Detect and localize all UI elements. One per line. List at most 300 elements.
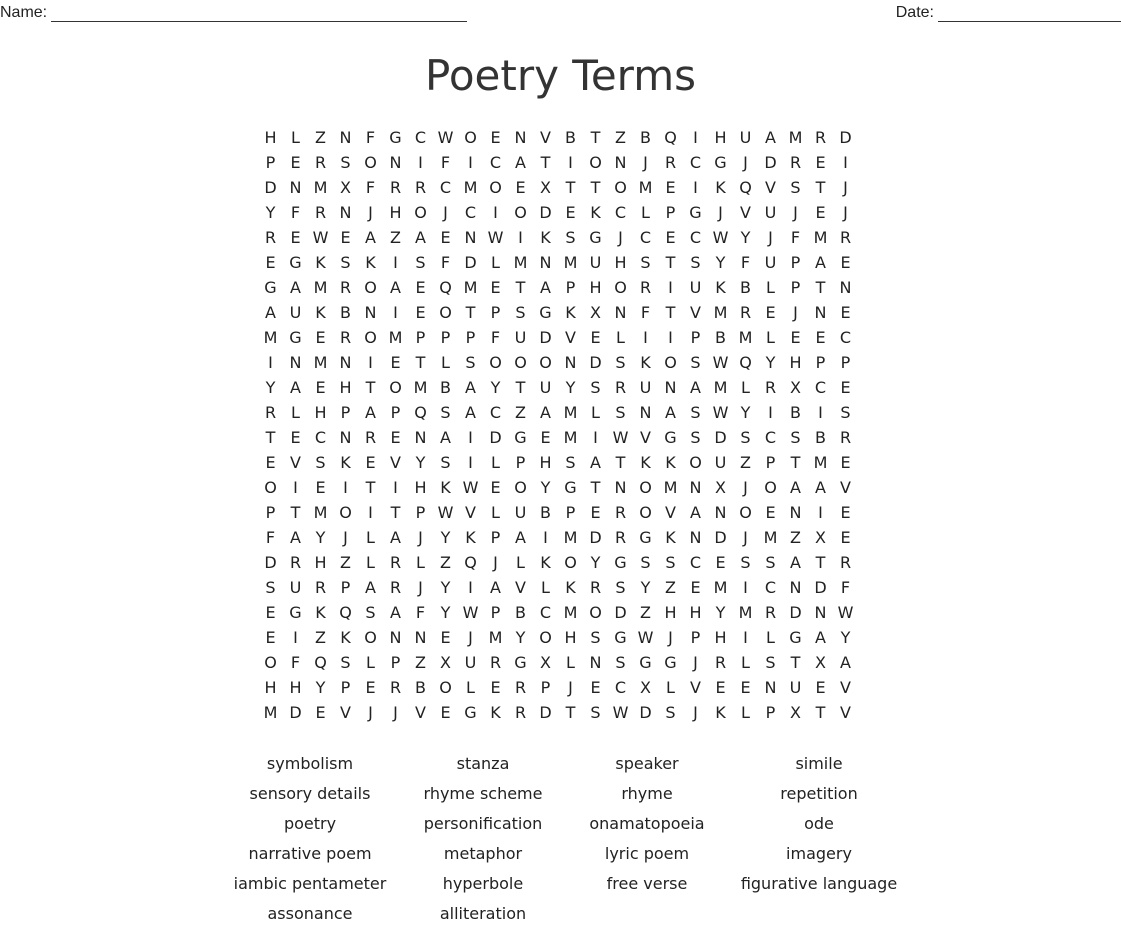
grid-letter[interactable]: D [589,528,602,547]
grid-letter[interactable]: R [514,678,527,697]
grid-letter[interactable]: Y [740,403,751,422]
grid-letter[interactable]: H [614,253,627,272]
grid-letter[interactable]: O [614,278,627,297]
grid-letter[interactable]: M [788,128,803,147]
grid-letter[interactable]: M [313,178,328,197]
grid-letter[interactable]: E [440,228,451,247]
grid-letter[interactable]: K [565,303,576,322]
grid-letter[interactable]: H [289,678,302,697]
grid-letter[interactable]: F [740,253,751,272]
grid-letter[interactable]: G [514,428,527,447]
grid-letter[interactable]: T [365,478,376,497]
grid-letter[interactable]: V [665,503,676,522]
grid-letter[interactable]: E [265,453,276,472]
grid-letter[interactable]: C [614,678,627,697]
grid-letter[interactable]: R [264,403,277,422]
grid-letter[interactable]: J [793,203,798,222]
grid-letter[interactable]: Z [315,628,326,647]
grid-letter[interactable]: N [289,178,302,197]
grid-letter[interactable]: Z [515,403,526,422]
grid-letter[interactable]: R [514,703,527,722]
grid-letter[interactable]: T [590,178,601,197]
grid-letter[interactable]: R [389,678,402,697]
grid-letter[interactable]: L [491,253,500,272]
grid-letter[interactable]: U [514,328,527,347]
grid-letter[interactable]: W [462,478,479,497]
grid-letter[interactable]: C [689,153,702,172]
grid-letter[interactable]: L [366,528,375,547]
grid-letter[interactable]: Z [415,653,426,672]
grid-letter[interactable]: G [514,653,527,672]
grid-letter[interactable]: S [665,553,676,572]
grid-letter[interactable]: C [314,428,327,447]
grid-letter[interactable]: K [540,553,551,572]
grid-letter[interactable]: I [468,578,473,597]
grid-letter[interactable]: A [815,478,826,497]
grid-letter[interactable]: J [743,478,748,497]
date-field[interactable] [896,4,1121,22]
grid-letter[interactable]: L [291,403,300,422]
grid-letter[interactable]: R [614,528,627,547]
grid-letter[interactable]: L [366,553,375,572]
grid-letter[interactable]: R [289,553,302,572]
grid-letter[interactable]: K [340,453,351,472]
grid-letter[interactable]: A [440,428,451,447]
grid-letter[interactable]: R [389,553,402,572]
grid-letter[interactable]: A [290,378,301,397]
grid-letter[interactable]: D [539,703,552,722]
grid-letter[interactable]: Z [440,553,451,572]
grid-letter[interactable]: E [415,278,426,297]
grid-letter[interactable]: E [840,453,851,472]
grid-letter[interactable]: N [364,303,377,322]
grid-letter[interactable]: V [415,703,426,722]
grid-letter[interactable]: I [593,428,598,447]
grid-letter[interactable]: O [339,503,352,522]
grid-letter[interactable]: A [390,278,401,297]
grid-letter[interactable]: L [741,703,750,722]
grid-letter[interactable]: G [614,628,627,647]
grid-letter[interactable]: O [639,478,652,497]
grid-letter[interactable]: H [714,128,727,147]
grid-letter[interactable]: P [490,528,501,547]
grid-letter[interactable]: L [291,128,300,147]
grid-letter[interactable]: H [589,278,602,297]
grid-letter[interactable]: T [815,178,826,197]
grid-letter[interactable]: M [313,278,328,297]
grid-letter[interactable]: W [312,228,329,247]
grid-letter[interactable]: U [789,678,802,697]
grid-letter[interactable]: U [639,378,652,397]
grid-letter[interactable]: E [740,678,751,697]
grid-letter[interactable]: V [690,303,701,322]
grid-letter[interactable]: K [315,253,326,272]
grid-letter[interactable]: S [740,553,751,572]
grid-letter[interactable]: N [814,303,827,322]
grid-letter[interactable]: L [641,203,650,222]
grid-letter[interactable]: M [488,628,503,647]
grid-letter[interactable]: H [389,203,402,222]
grid-letter[interactable]: S [590,378,601,397]
grid-letter[interactable]: G [464,703,477,722]
grid-letter[interactable]: X [715,478,726,497]
grid-letter[interactable]: T [790,653,801,672]
name-field[interactable] [0,4,467,22]
grid-letter[interactable]: K [315,303,326,322]
grid-letter[interactable]: P [515,453,526,472]
grid-letter[interactable]: E [490,128,501,147]
grid-letter[interactable]: T [565,178,576,197]
grid-letter[interactable]: E [340,228,351,247]
grid-letter[interactable]: A [765,128,776,147]
grid-letter[interactable]: R [489,653,502,672]
grid-letter[interactable]: Y [265,203,276,222]
grid-letter[interactable]: T [615,453,626,472]
grid-letter[interactable]: A [290,528,301,547]
grid-letter[interactable]: C [839,328,852,347]
grid-letter[interactable]: N [514,128,527,147]
grid-letter[interactable]: T [665,303,676,322]
grid-letter[interactable]: T [590,128,601,147]
grid-letter[interactable]: K [565,578,576,597]
grid-letter[interactable]: Y [590,553,601,572]
grid-letter[interactable]: Z [390,228,401,247]
grid-letter[interactable]: Y [315,678,326,697]
grid-letter[interactable]: K [440,478,451,497]
grid-letter[interactable]: V [840,478,851,497]
grid-letter[interactable]: E [565,203,576,222]
grid-letter[interactable]: P [790,278,801,297]
grid-letter[interactable]: P [390,653,401,672]
grid-letter[interactable]: E [790,328,801,347]
grid-letter[interactable]: L [491,503,500,522]
grid-letter[interactable]: C [439,178,452,197]
grid-letter[interactable]: K [465,528,476,547]
grid-letter[interactable]: Y [515,628,526,647]
grid-letter[interactable]: N [289,353,302,372]
grid-letter[interactable]: B [640,128,651,147]
grid-letter[interactable]: S [365,603,376,622]
grid-letter[interactable]: I [768,403,773,422]
grid-letter[interactable]: Z [640,603,651,622]
grid-letter[interactable]: G [614,553,627,572]
grid-letter[interactable]: I [568,153,573,172]
grid-letter[interactable]: C [614,203,627,222]
grid-letter[interactable]: I [543,528,548,547]
grid-letter[interactable]: K [665,453,676,472]
grid-letter[interactable]: K [640,453,651,472]
grid-letter[interactable]: C [464,203,477,222]
grid-letter[interactable]: U [714,453,727,472]
grid-letter[interactable]: E [290,428,301,447]
grid-letter[interactable]: H [314,553,327,572]
grid-letter[interactable]: L [666,678,675,697]
grid-letter[interactable]: I [393,253,398,272]
grid-letter[interactable]: O [739,503,752,522]
grid-letter[interactable]: G [539,303,552,322]
grid-letter[interactable]: S [465,353,476,372]
grid-letter[interactable]: S [590,628,601,647]
grid-letter[interactable]: L [541,578,550,597]
grid-letter[interactable]: N [714,503,727,522]
grid-letter[interactable]: I [818,403,823,422]
grid-letter[interactable]: R [839,553,852,572]
grid-letter[interactable]: A [365,228,376,247]
grid-letter[interactable]: P [690,328,701,347]
grid-letter[interactable]: L [616,328,625,347]
grid-letter[interactable]: T [465,303,476,322]
grid-letter[interactable]: H [314,403,327,422]
grid-letter[interactable]: B [715,328,726,347]
grid-letter[interactable]: V [540,128,551,147]
grid-letter[interactable]: P [490,303,501,322]
grid-letter[interactable]: Y [265,378,276,397]
grid-letter[interactable]: H [414,478,427,497]
grid-letter[interactable]: N [339,428,352,447]
grid-letter[interactable]: R [714,653,727,672]
grid-letter[interactable]: M [713,378,728,397]
grid-letter[interactable]: O [589,153,602,172]
grid-letter[interactable]: C [689,553,702,572]
grid-letter[interactable]: N [639,403,652,422]
grid-letter[interactable]: E [815,203,826,222]
grid-letter[interactable]: S [315,453,326,472]
grid-letter[interactable]: E [490,478,501,497]
grid-letter[interactable]: O [664,353,677,372]
grid-letter[interactable]: O [439,678,452,697]
grid-letter[interactable]: J [843,178,848,197]
grid-letter[interactable]: X [815,653,826,672]
grid-letter[interactable]: S [690,253,701,272]
grid-letter[interactable]: H [689,603,702,622]
grid-letter[interactable]: S [515,303,526,322]
grid-letter[interactable]: P [765,703,776,722]
grid-letter[interactable]: A [665,403,676,422]
grid-letter[interactable]: D [814,578,827,597]
grid-letter[interactable]: S [340,253,351,272]
grid-letter[interactable]: B [565,128,576,147]
grid-letter[interactable]: L [566,653,575,672]
grid-letter[interactable]: E [715,678,726,697]
name-line[interactable] [51,6,467,22]
grid-letter[interactable]: G [639,653,652,672]
grid-letter[interactable]: J [843,203,848,222]
grid-letter[interactable]: A [590,453,601,472]
grid-letter[interactable]: M [813,453,828,472]
grid-letter[interactable]: O [264,478,277,497]
grid-letter[interactable]: J [343,528,348,547]
grid-letter[interactable]: W [712,403,729,422]
grid-letter[interactable]: L [766,628,775,647]
grid-letter[interactable]: T [815,703,826,722]
grid-letter[interactable]: R [764,603,777,622]
grid-letter[interactable]: L [441,353,450,372]
grid-letter[interactable]: D [264,553,277,572]
grid-letter[interactable]: R [339,278,352,297]
grid-letter[interactable]: P [465,328,476,347]
grid-letter[interactable]: D [489,428,502,447]
grid-letter[interactable]: D [639,703,652,722]
grid-letter[interactable]: M [263,328,278,347]
grid-letter[interactable]: E [840,503,851,522]
grid-letter[interactable]: E [840,303,851,322]
grid-letter[interactable]: X [440,653,451,672]
grid-letter[interactable]: M [638,178,653,197]
grid-letter[interactable]: E [765,503,776,522]
grid-letter[interactable]: X [340,178,351,197]
grid-letter[interactable]: X [540,653,551,672]
grid-letter[interactable]: X [790,703,801,722]
grid-letter[interactable]: X [590,303,601,322]
grid-letter[interactable]: U [739,128,752,147]
grid-letter[interactable]: S [690,403,701,422]
grid-letter[interactable]: D [539,203,552,222]
grid-letter[interactable]: F [415,603,426,622]
grid-letter[interactable]: K [490,703,501,722]
grid-letter[interactable]: N [789,503,802,522]
grid-letter[interactable]: N [689,478,702,497]
grid-letter[interactable]: R [589,578,602,597]
grid-letter[interactable]: W [462,603,479,622]
grid-letter[interactable]: P [540,678,551,697]
grid-letter[interactable]: I [293,628,298,647]
grid-letter[interactable]: T [665,253,676,272]
grid-letter[interactable]: D [264,178,277,197]
grid-letter[interactable]: M [313,353,328,372]
grid-letter[interactable]: R [364,428,377,447]
grid-letter[interactable]: R [314,153,327,172]
grid-letter[interactable]: Q [339,603,352,622]
grid-letter[interactable]: E [265,253,276,272]
grid-letter[interactable]: T [590,478,601,497]
grid-letter[interactable]: X [540,178,551,197]
grid-letter[interactable]: R [314,203,327,222]
grid-letter[interactable]: I [693,178,698,197]
grid-letter[interactable]: D [289,703,302,722]
grid-letter[interactable]: I [293,478,298,497]
grid-letter[interactable]: T [815,278,826,297]
grid-letter[interactable]: N [339,128,352,147]
grid-letter[interactable]: O [364,328,377,347]
grid-letter[interactable]: A [540,278,551,297]
grid-letter[interactable]: U [764,203,777,222]
grid-letter[interactable]: G [564,478,577,497]
grid-letter[interactable]: S [665,703,676,722]
grid-letter[interactable]: O [414,203,427,222]
date-line[interactable] [938,6,1121,22]
grid-letter[interactable]: H [664,603,677,622]
grid-letter[interactable]: E [515,178,526,197]
grid-letter[interactable]: A [540,403,551,422]
grid-letter[interactable]: V [640,428,651,447]
grid-letter[interactable]: G [689,203,702,222]
grid-letter[interactable]: J [418,578,423,597]
grid-letter[interactable]: K [715,703,726,722]
grid-letter[interactable]: S [615,403,626,422]
grid-letter[interactable]: J [418,528,423,547]
grid-letter[interactable]: G [589,228,602,247]
grid-letter[interactable]: M [738,328,753,347]
grid-letter[interactable]: E [815,678,826,697]
grid-letter[interactable]: R [839,228,852,247]
grid-letter[interactable]: C [539,603,552,622]
grid-letter[interactable]: E [440,703,451,722]
grid-letter[interactable]: W [837,603,854,622]
grid-letter[interactable]: M [738,603,753,622]
grid-letter[interactable]: S [690,428,701,447]
grid-letter[interactable]: N [664,378,677,397]
grid-letter[interactable]: R [614,503,627,522]
grid-letter[interactable]: F [290,653,301,672]
grid-letter[interactable]: Y [440,528,451,547]
grid-letter[interactable]: S [790,428,801,447]
grid-letter[interactable]: C [489,153,502,172]
grid-letter[interactable]: I [693,128,698,147]
grid-letter[interactable]: O [539,353,552,372]
grid-letter[interactable]: C [639,228,652,247]
grid-letter[interactable]: I [643,328,648,347]
grid-letter[interactable]: E [715,553,726,572]
grid-letter[interactable]: N [839,278,852,297]
grid-letter[interactable]: A [290,278,301,297]
grid-letter[interactable]: K [340,628,351,647]
grid-letter[interactable]: A [690,378,701,397]
grid-letter[interactable]: E [315,478,326,497]
grid-letter[interactable]: M [413,378,428,397]
grid-letter[interactable]: O [764,478,777,497]
grid-letter[interactable]: K [315,603,326,622]
grid-letter[interactable]: O [564,553,577,572]
grid-letter[interactable]: M [763,528,778,547]
grid-letter[interactable]: F [265,528,276,547]
grid-letter[interactable]: N [539,253,552,272]
grid-letter[interactable]: Y [540,478,551,497]
grid-letter[interactable]: P [565,503,576,522]
grid-letter[interactable]: F [790,228,801,247]
grid-letter[interactable]: I [743,578,748,597]
grid-letter[interactable]: J [368,203,373,222]
grid-letter[interactable]: B [815,428,826,447]
grid-letter[interactable]: N [614,153,627,172]
grid-letter[interactable]: U [289,303,302,322]
grid-letter[interactable]: O [689,453,702,472]
grid-letter[interactable]: R [389,178,402,197]
grid-letter[interactable]: B [740,278,751,297]
grid-letter[interactable]: G [664,653,677,672]
grid-letter[interactable]: U [539,378,552,397]
grid-letter[interactable]: N [614,303,627,322]
grid-letter[interactable]: J [743,153,748,172]
grid-letter[interactable]: D [839,128,852,147]
grid-letter[interactable]: I [468,428,473,447]
grid-letter[interactable]: L [766,328,775,347]
grid-letter[interactable]: X [815,528,826,547]
grid-letter[interactable]: M [263,703,278,722]
grid-letter[interactable]: E [265,603,276,622]
grid-letter[interactable]: A [490,578,501,597]
grid-letter[interactable]: B [415,678,426,697]
grid-letter[interactable]: T [290,503,301,522]
grid-letter[interactable]: C [764,428,777,447]
grid-letter[interactable]: I [818,503,823,522]
grid-letter[interactable]: Z [340,553,351,572]
grid-letter[interactable]: K [365,253,376,272]
grid-letter[interactable]: O [639,503,652,522]
grid-letter[interactable]: S [265,578,276,597]
grid-letter[interactable]: J [668,628,673,647]
grid-letter[interactable]: S [340,653,351,672]
grid-letter[interactable]: T [565,703,576,722]
